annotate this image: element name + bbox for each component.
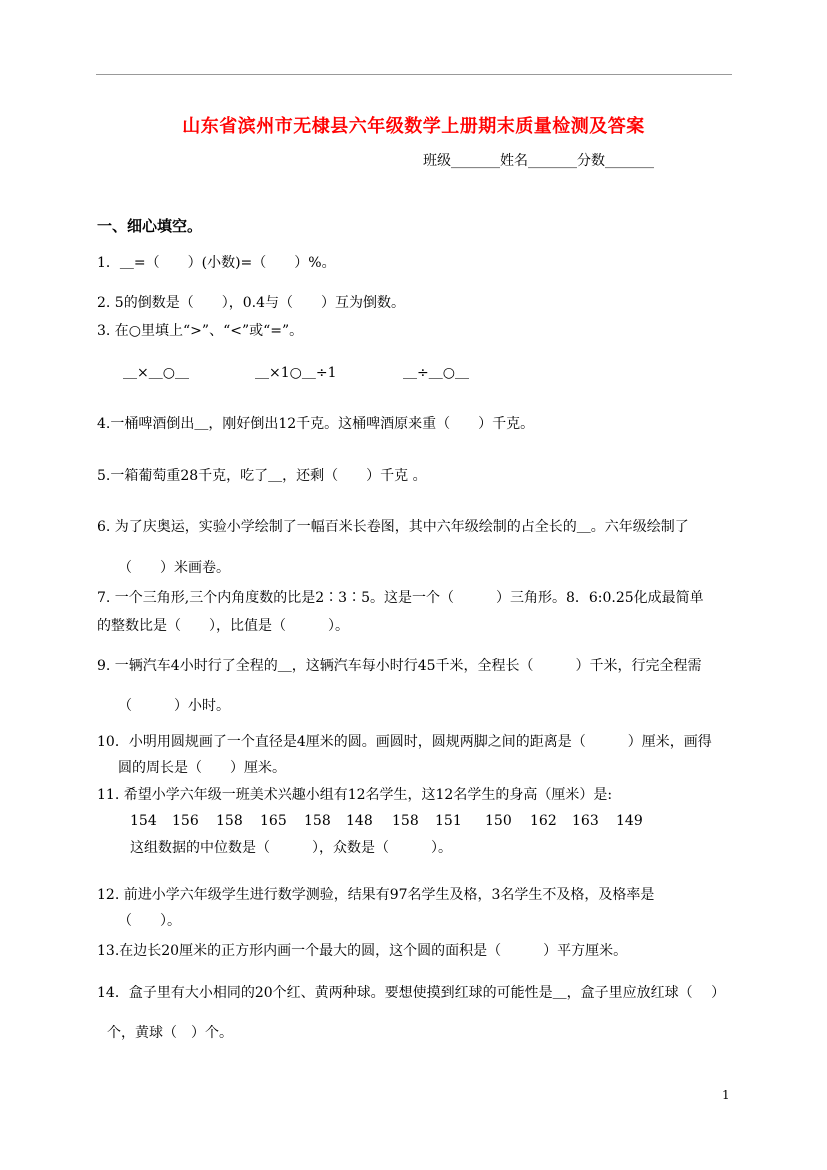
question-11-line-1: 11. 希望小学六年级一班美术兴趣小组有12名学生，这12名学生的身高（厘米）是:: [97, 787, 613, 803]
page-number: 1: [722, 1088, 730, 1102]
question-13: 13.在边长20厘米的正方形内画一个最大的圆，这个圆的面积是（ ）平方厘米。: [97, 943, 628, 959]
question-5: 5.一箱葡萄重28千克，吃了＿，还剩（ ）千克 。: [97, 468, 427, 484]
height-value: 163: [572, 813, 599, 829]
height-data-list: [130, 813, 650, 829]
height-value: 165: [260, 813, 287, 829]
question-11-line-2: 这组数据的中位数是（ ），众数是（ ）。: [130, 840, 452, 856]
comparison-expression-2: ＿×1○＿÷1: [255, 365, 337, 381]
question-14-line-2: 个，黄球（ ）个。: [107, 1025, 233, 1041]
question-12-line-1: 12. 前进小学六年级学生进行数学测验，结果有97名学生及格，3名学生不及格，及格率是: [97, 887, 655, 903]
question-10-line-1: 10．小明用圆规画了一个直径是4厘米的圆。画圆时，圆规两脚之间的距离是（ ）厘米，画得: [97, 734, 712, 750]
comparison-expression-3: ＿÷＿○＿: [403, 365, 469, 381]
height-value: 158: [304, 813, 331, 829]
height-value: 158: [392, 813, 419, 829]
height-value: 150: [485, 813, 512, 829]
question-9-line-1: 9. 一辆汽车4小时行了全程的＿，这辆汽车每小时行45千米，全程长（ ）千米，行完全程需: [97, 658, 702, 674]
question-3: 3. 在○里填上“>”、“<”或“=”。: [97, 323, 304, 339]
height-value: 149: [616, 813, 643, 829]
question-6-line-1: 6. 为了庆奥运，实验小学绘制了一幅百米长卷图，其中六年级绘制的占全长的＿。六年级绘制了: [97, 519, 689, 535]
question-10-line-2: 圆的周长是（ ）厘米。: [118, 760, 286, 776]
section-heading: 一、细心填空。: [97, 217, 203, 235]
question-12-line-2: （ ）。: [118, 913, 181, 929]
question-9-line-2: （ ）小时。: [118, 698, 230, 714]
question-7-line-2: 的整数比是（ ），比值是（ ）。: [97, 618, 349, 634]
height-value: 148: [346, 813, 373, 829]
comparison-expression-1: ＿×＿○＿: [123, 365, 189, 381]
question-4: 4.一桶啤酒倒出＿，刚好倒出12千克。这桶啤酒原来重（ ）千克。: [97, 416, 535, 432]
question-7-line-1: 7. 一个三角形,三个内角度数的比是2∶3∶5。这是一个（ ）三角形。8．6:0.25化成最简单: [97, 590, 704, 606]
question-2: 2. 5的倒数是（ ），0.4与（ ）互为倒数。: [97, 295, 405, 311]
student-info-line: 班级_______姓名_______分数_______: [423, 153, 654, 169]
header-rule: [96, 74, 732, 75]
question-1: 1．＿=（ ）(小数)=（ ）%。: [97, 255, 336, 271]
height-value: 154: [130, 813, 157, 829]
height-value: 158: [216, 813, 243, 829]
height-value: 156: [172, 813, 199, 829]
height-value: 151: [435, 813, 462, 829]
height-value: 162: [530, 813, 557, 829]
question-6-line-2: （ ）米画卷。: [118, 560, 230, 576]
question-14-line-1: 14．盒子里有大小相同的20个红、黄两种球。要想使摸到红球的可能性是＿，盒子里应放红球（ ）: [97, 985, 726, 1001]
document-title: 山东省滨州市无棣县六年级数学上册期末质量检测及答案: [182, 116, 645, 137]
